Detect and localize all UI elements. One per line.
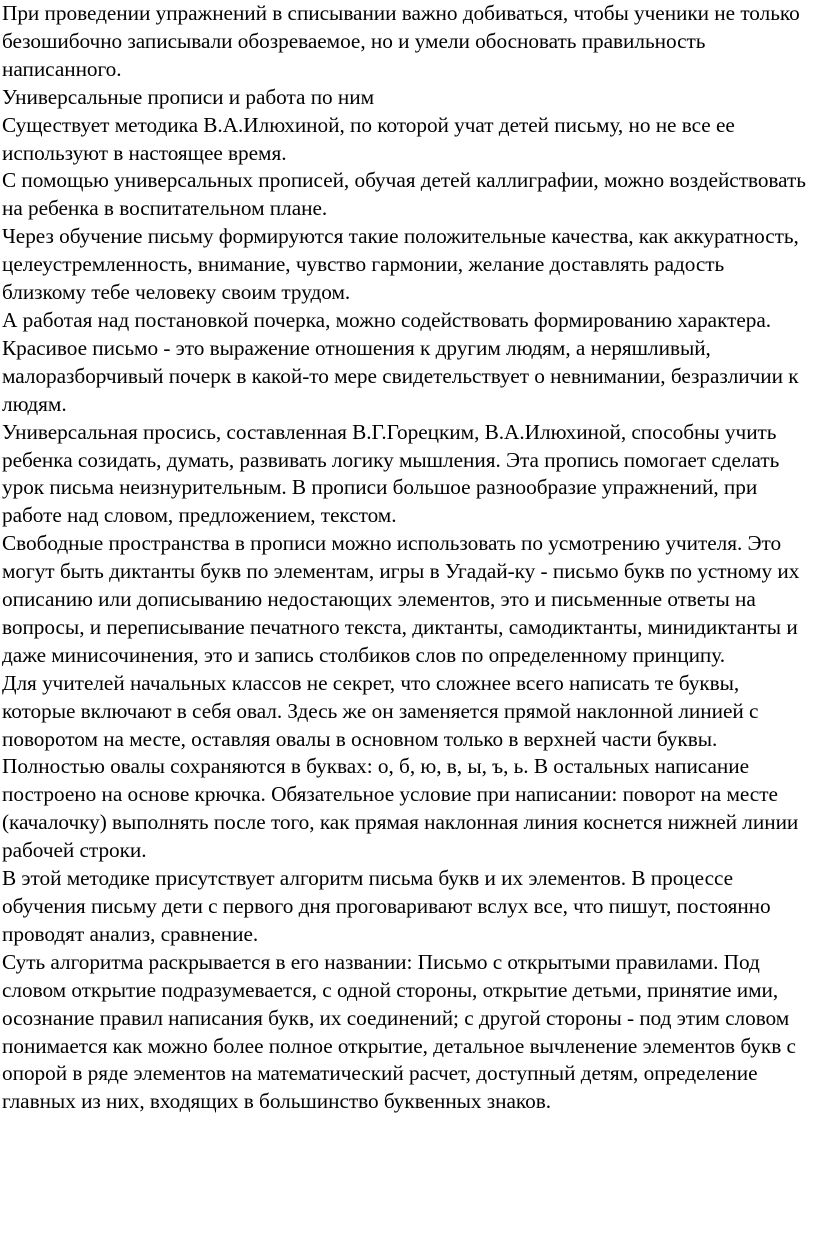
- paragraph-writing-algorithm: В этой методике присутствует алгоритм письма букв и их элементов. В процессе обучения письму дети с первого дня проговаривают вслух все, что пишут, постоянно проводят анализ, сравнение.: [2, 866, 771, 946]
- paragraph-calligraphy-education: С помощью универсальных прописей, обучая детей каллиграфии, можно воздействовать на ребенка в воспитательном плане.: [2, 168, 806, 221]
- paragraph-beautiful-writing: Красивое письмо - это выражение отношения к другим людям, а неряшливый, малоразборчивый почерк в какой-то мере свидетельствует о невнимании, безразличии к людям.: [2, 335, 799, 416]
- paragraph-free-spaces: Свободные пространства в прописи можно использовать по усмотрению учителя. Это могут быть диктанты букв по элементам, игры в Угадай-ку - письмо букв по устному их описанию или дописыванию недостающих элементов, это и письменные ответы на вопросы, и переписывание печатного текста, диктанты, самодиктанты, минидиктанты и даже минисочинения, это и запись столбиков слов по определенному принципу.: [2, 531, 800, 667]
- paragraph-copying-exercises: При проведении упражнений в списывании важно добиваться, чтобы ученики не только безошибочно записывали обозреваемое, но и умели обосновать правильность написанного.: [2, 1, 800, 81]
- paragraph-ilyukhina-method: Существует методика В.А.Илюхиной, по которой учат детей письму, но не все ее используют в настоящее время.: [2, 112, 735, 165]
- paragraph-oval-letters: Для учителей начальных классов не секрет, что сложнее всего написать те буквы, которые включают в себя овал. Здесь же он заменяется прямой наклонной линией с поворотом на месте, оставляя овалы в основном только в верхней части буквы. Полностью овалы сохраняются в буквах: о, б, ю, в, ы, ъ, ь. В остальных написание построено на основе крючка. Обязательное условие при написании: поворот на месте (качалочку) выполнять после того, как прямая наклонная линия коснется нижней линии рабочей строки.: [2, 670, 799, 863]
- paragraph-positive-qualities: Через обучение письму формируются такие положительные качества, как аккуратность, целеустремленность, внимание, чувство гармонии, желание доставлять радость близкому тебе человеку своим трудом.: [2, 224, 799, 305]
- heading-universal-copybooks: Универсальные прописи и работа по ним: [2, 84, 375, 109]
- paragraph-handwriting-character: А работая над постановкой почерка, можно содействовать формированию характера.: [2, 307, 772, 332]
- paragraph-algorithm-essence: Суть алгоритма раскрывается в его названии: Письмо с открытыми правилами. Под словом открытие подразумевается, с одной стороны, открытие детьми, принятие ими, осознание правил написания букв, их соединений; с другой стороны - под этим словом понимается как можно более полное открытие, детальное вычленение элементов букв с опорой в ряде элементов на математический расчет, доступный детям, определение главных из них, входящих в большинство буквенных знаков.: [2, 949, 796, 1114]
- paragraph-universal-copybook-authors: Универсальная просись, составленная В.Г.Горецким, В.А.Илюхиной, способны учить ребенка созидать, думать, развивать логику мышления. Эта пропись помогает сделать урок письма неизнурительным. В прописи большое разнообразие упражнений, при работе над словом, предложением, текстом.: [2, 419, 780, 528]
